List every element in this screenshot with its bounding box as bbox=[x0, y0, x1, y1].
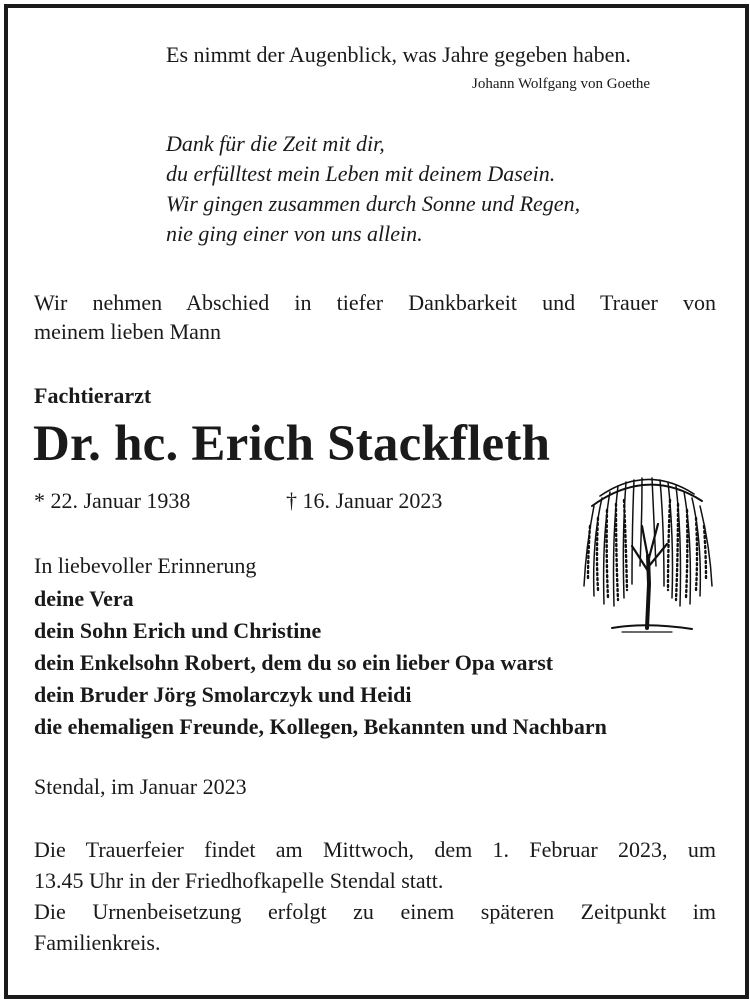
mourner-item: dein Bruder Jörg Smolarczyk und Heidi bbox=[34, 682, 412, 707]
service-line: Familienkreis. bbox=[34, 930, 161, 955]
mourners-intro: In liebevoller Erinnerung bbox=[34, 553, 257, 578]
quote-author: Johann Wolfgang von Goethe bbox=[472, 76, 651, 92]
poem-line: Wir gingen zusammen durch Sonne und Regen, bbox=[166, 191, 581, 216]
quote-text: Es nimmt der Augenblick, was Jahre gegeben haben. bbox=[166, 42, 631, 67]
deceased-name: Dr. hc. Erich Stackfleth bbox=[33, 416, 551, 472]
death-date: † 16. Januar 2023 bbox=[286, 488, 443, 513]
service-line: Die Urnenbeisetzung erfolgt zu einem späteren Zeitpunkt im bbox=[34, 899, 716, 924]
mourner-item: deine Vera bbox=[34, 586, 134, 611]
intro-line: meinem lieben Mann bbox=[34, 319, 221, 344]
poem-line: nie ging einer von uns allein. bbox=[166, 221, 423, 246]
deceased-title: Fachtierarzt bbox=[34, 383, 152, 408]
service-line: Die Trauerfeier findet am Mittwoch, dem 1. Februar 2023, um bbox=[34, 837, 716, 862]
place-date: Stendal, im Januar 2023 bbox=[34, 774, 247, 799]
mourner-item: dein Sohn Erich und Christine bbox=[34, 618, 322, 643]
service-line: 13.45 Uhr in der Friedhofkapelle Stendal statt. bbox=[34, 868, 444, 893]
birth-date: * 22. Januar 1938 bbox=[34, 488, 191, 513]
mourner-item: dein Enkelsohn Robert, dem du so ein lieber Opa warst bbox=[34, 650, 554, 675]
mourner-item: die ehemaligen Freunde, Kollegen, Bekannten und Nachbarn bbox=[34, 714, 607, 739]
poem-line: du erfülltest mein Leben mit deinem Dasein. bbox=[166, 161, 556, 186]
weeping-willow-icon bbox=[572, 466, 722, 636]
poem-line: Dank für die Zeit mit dir, bbox=[166, 131, 385, 156]
intro-line: Wir nehmen Abschied in tiefer Dankbarkeit und Trauer von bbox=[34, 290, 716, 315]
